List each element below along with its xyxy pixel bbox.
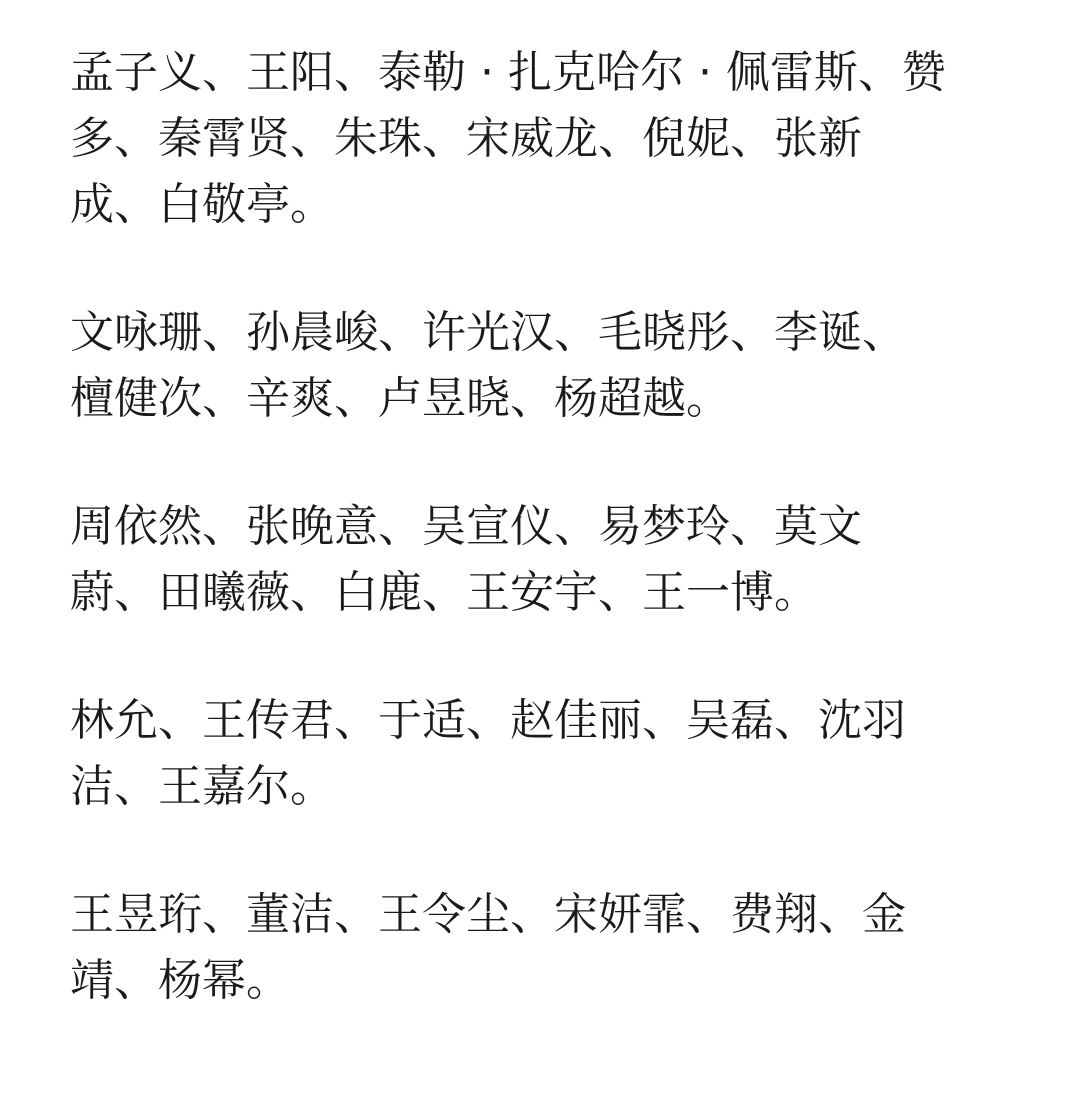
paragraph-line: 多、秦霄贤、朱珠、宋威龙、倪妮、张新	[70, 113, 862, 164]
paragraph-line: 孟子义、王阳、泰勒 · 扎克哈尔 · 佩雷斯、赞	[70, 47, 946, 98]
paragraph-line: 靖、杨幂。	[70, 955, 290, 1006]
paragraph-3	[70, 494, 1020, 626]
paragraph-line: 王昱珩、董洁、王令尘、宋妍霏、费翔、金	[70, 889, 906, 940]
name-list-article	[70, 40, 1020, 1076]
paragraph-1	[70, 40, 1020, 238]
paragraph-line: 林允、王传君、于适、赵佳丽、吴磊、沈羽	[70, 695, 906, 746]
paragraph-line: 洁、王嘉尔。	[70, 761, 334, 812]
paragraph-line: 文咏珊、孙晨峻、许光汉、毛晓彤、李诞、	[70, 307, 906, 358]
paragraph-line: 檀健次、辛爽、卢昱晓、杨超越。	[70, 373, 730, 424]
paragraph-line: 成、白敬亭。	[70, 179, 334, 230]
paragraph-line: 周依然、张晚意、吴宣仪、易梦玲、莫文	[70, 501, 862, 552]
paragraph-5	[70, 882, 1020, 1014]
paragraph-4	[70, 688, 1020, 820]
paragraph-line: 蔚、田曦薇、白鹿、王安宇、王一博。	[70, 567, 818, 618]
paragraph-2	[70, 300, 1020, 432]
